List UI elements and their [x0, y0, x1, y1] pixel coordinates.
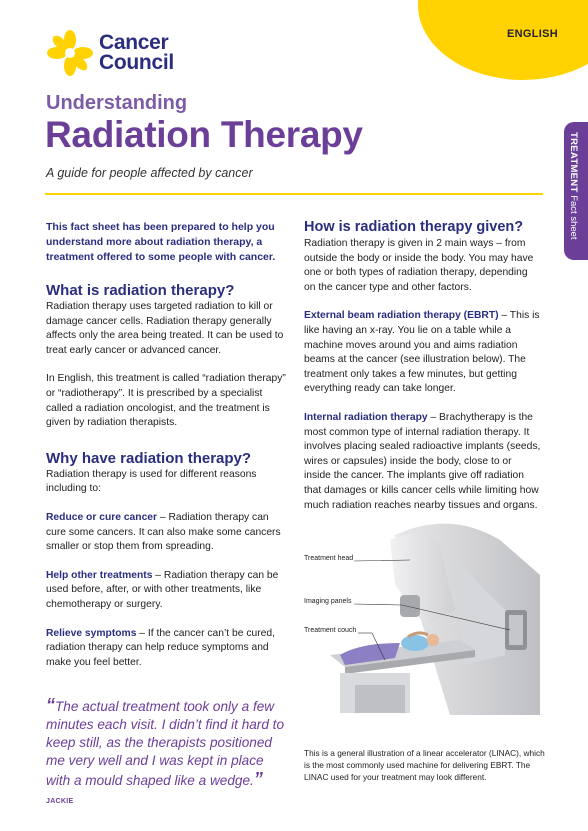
- intro-paragraph: This fact sheet has been prepared to help you understand more about radiation therapy, a treatment offered to some people with cancer.: [46, 221, 276, 263]
- help-text: – Radiation therapy can be used before, after, or with other treatments, like chemotherapy or surgery.: [46, 569, 279, 610]
- header-divider: [45, 193, 543, 195]
- side-tab-type: Fact sheet: [568, 195, 579, 240]
- relieve-lead: Relieve symptoms: [46, 627, 137, 639]
- side-tab: [564, 122, 588, 260]
- help-paragraph: [46, 569, 286, 613]
- how-heading: How is radiation therapy given?: [304, 219, 524, 235]
- relieve-text: – If the cancer can’t be cured, radiation therapy can help reduce symptoms and make you feel better.: [46, 627, 275, 668]
- quote-text: The actual treatment took only a few minutes each visit. I didn’t find it hard to keep still, as the therapists positioned me very well and I was kept in place with a mould shaped like a wedge.: [46, 699, 285, 788]
- logo-text-line2: Council: [99, 51, 174, 74]
- illustration-caption: This is a general illustration of a linear accelerator (LINAC), which is the most commonly used machine for delivering EBRT. The LINAC used for your treatment may look different.: [304, 748, 545, 782]
- quote-open: “: [46, 695, 55, 715]
- linac-illustration: [300, 515, 550, 730]
- internal-text: – Brachytherapy is the most common type of internal radiation therapy. It involves placing sealed radioactive implants (seeds, wires or capsules) inside the body, close to or inside the cancer. The implants give off radiation that damages or kills cancer cells while limiting how much radiation reaches nearby tissues and organs.: [304, 411, 541, 511]
- help-lead: Help other treatments: [46, 569, 153, 581]
- label-leader-lines: [300, 515, 550, 730]
- what-paragraph-2: In English, this treatment is called “radiation therapy” or “radiotherapy”. It is prescribed by a specialist called a radiation oncologist, and the treatment is given by radiation therapists.: [46, 373, 286, 429]
- quote-author: JACKIE: [46, 798, 74, 805]
- language-label: ENGLISH: [507, 28, 558, 40]
- reduce-text: – Radiation therapy can cure some cancers. It can also make some cancers smaller or stop them from spreading.: [46, 511, 281, 553]
- ebrt-paragraph: [304, 309, 541, 397]
- internal-lead: Internal radiation therapy: [304, 411, 428, 423]
- label-imaging-panels: Imaging panels: [304, 598, 352, 605]
- pre-title: Understanding: [46, 92, 188, 114]
- quote-close: ”: [253, 769, 263, 789]
- left-column: [46, 220, 286, 684]
- patient-quote: [46, 696, 291, 811]
- label-treatment-head: Treatment head: [304, 555, 354, 562]
- what-heading: What is radiation therapy?: [46, 282, 235, 299]
- how-paragraph: Radiation therapy is given in 2 main ways – from outside the body or inside the body. You may have one or both types of radiation therapy, depending on the cancer type and other factors.: [304, 238, 534, 293]
- page-title: Radiation Therapy: [45, 114, 363, 155]
- label-treatment-couch: Treatment couch: [304, 627, 357, 634]
- yellow-corner-shape: [418, 0, 588, 80]
- what-paragraph-1: Radiation therapy uses targeted radiation to kill or damage cancer cells. Radiation therapy generally affects only the area being treated. It can be used to treat early cancer or advanced cancer.: [46, 301, 284, 356]
- reduce-lead: Reduce or cure cancer: [46, 511, 158, 523]
- ebrt-text: – This is like having an x-ray. You lie on a table while a machine moves around you and aims radiation beams at the cancer (see illustration below). The treatment only takes a few minutes, but getting everything ready can take longer.: [304, 310, 540, 395]
- ebrt-lead: External beam radiation therapy (EBRT): [304, 310, 499, 322]
- cancer-council-logo[interactable]: [47, 30, 174, 76]
- reduce-paragraph: [46, 511, 286, 555]
- why-heading: Why have radiation therapy?: [46, 449, 252, 467]
- daffodil-icon: [47, 30, 93, 76]
- subtitle: A guide for people affected by cancer: [46, 166, 253, 180]
- internal-paragraph: [304, 411, 541, 513]
- right-column: [304, 218, 541, 527]
- side-tab-category: TREATMENT: [568, 132, 579, 193]
- relieve-paragraph: [46, 627, 286, 671]
- why-paragraph: Radiation therapy is used for different reasons including to:: [46, 468, 257, 495]
- logo-text-line1: Cancer: [99, 31, 169, 54]
